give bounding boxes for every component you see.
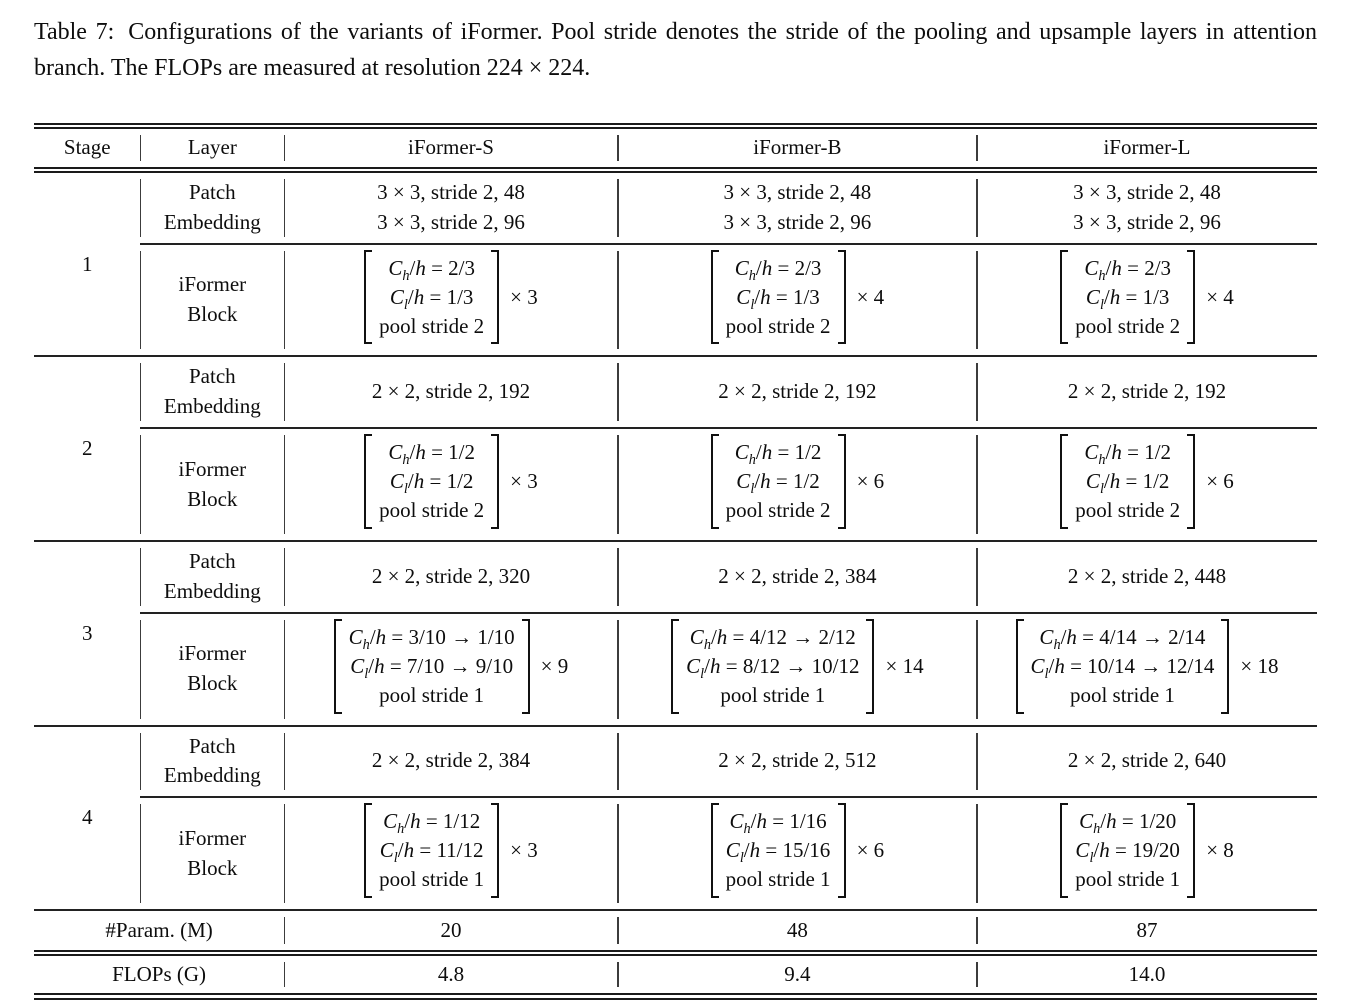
- iformer-block-cell: [977, 244, 1317, 357]
- block-multiplier: × 3: [510, 469, 538, 494]
- block-multiplier: × 3: [510, 284, 538, 309]
- right-bracket: [1187, 250, 1195, 345]
- pool-stride-line: pool stride 2: [379, 498, 485, 523]
- table-caption-number: Table 7:: [34, 19, 115, 45]
- layer-label-iformer-block: iFormer Block: [140, 428, 284, 541]
- left-bracket: [711, 250, 719, 345]
- iformer-block-config: [1060, 250, 1234, 345]
- flops-value-s: 4.8: [284, 953, 618, 996]
- iformer-block-cell: [284, 613, 618, 726]
- iformer-block-config: [364, 434, 538, 529]
- header-iformer-b: iFormer-B: [618, 126, 977, 170]
- pool-stride-line: pool stride 1: [1069, 682, 1175, 707]
- iformer-block-cell: [284, 428, 618, 541]
- ch-ratio-line: $C_h/h = 2/3$: [1084, 255, 1172, 284]
- left-bracket: [1016, 619, 1024, 714]
- iformer-block-config: [1060, 434, 1234, 529]
- iformer-block-config: [364, 250, 538, 345]
- stage-number: 2: [34, 356, 140, 541]
- iformer-block-cell: [618, 244, 977, 357]
- iformer-block-config: [1016, 619, 1279, 714]
- pool-stride-line: pool stride 1: [379, 682, 485, 707]
- block-multiplier: × 8: [1206, 838, 1234, 863]
- patch-embedding-cell: 2 × 2, stride 2, 640: [977, 726, 1317, 798]
- header-iformer-s: iFormer-S: [284, 126, 618, 170]
- params-value-b: 48: [618, 910, 977, 953]
- left-bracket: [1060, 434, 1068, 529]
- params-label: #Param. (M): [34, 910, 284, 953]
- block-multiplier: × 6: [856, 469, 885, 494]
- stage-number: 1: [34, 170, 140, 357]
- flops-label: FLOPs (G): [34, 953, 284, 996]
- config-matrix: [1060, 434, 1195, 529]
- ch-ratio-line: $C_h/h = 1/16$: [729, 809, 827, 838]
- ch-ratio-line: $C_h/h = 1/12$: [383, 809, 481, 838]
- iformer-block-config: [711, 434, 885, 529]
- config-matrix: [671, 619, 874, 714]
- patch-embedding-cell: 2 × 2, stride 2, 512: [618, 726, 977, 798]
- cl-ratio-line: $C_l/h = 10/14 \to 12/14$: [1030, 653, 1215, 682]
- patch-embedding-cell: 2 × 2, stride 2, 192: [284, 356, 618, 428]
- ch-ratio-line: $C_h/h = 4/14 \to 2/14$: [1039, 624, 1206, 653]
- table-row: [34, 428, 1317, 541]
- iformer-block-cell: [618, 613, 977, 726]
- patch-embedding-cell: 2 × 2, stride 2, 448: [977, 541, 1317, 613]
- cl-ratio-line: $C_l/h = 15/16$: [725, 838, 831, 867]
- patch-embedding-cell: 3 × 3, stride 2, 48 3 × 3, stride 2, 96: [284, 170, 618, 244]
- pool-stride-line: pool stride 2: [379, 313, 485, 338]
- iformer-block-cell: [284, 797, 618, 910]
- iformer-block-cell: [977, 613, 1317, 726]
- cl-ratio-line: $C_l/h = 1/2$: [736, 469, 820, 498]
- iformer-block-cell: [284, 244, 618, 357]
- flops-value-l: 14.0: [977, 953, 1317, 996]
- right-bracket: [522, 619, 530, 714]
- cl-ratio-line: $C_l/h = 1/2$: [389, 469, 474, 498]
- table-caption-text: Configurations of the variants of iFormer. Pool stride denotes the stride of the pooling and upsample layers in attention branch. The FLOPs are measured at resolution 224 × 224.: [34, 19, 1318, 82]
- iformer-block-cell: [977, 797, 1317, 910]
- left-bracket: [711, 434, 719, 529]
- pool-stride-line: pool stride 1: [1075, 867, 1181, 892]
- ch-ratio-line: $C_h/h = 2/3$: [388, 255, 475, 284]
- layer-label-patch-embedding: Patch Embedding: [140, 356, 284, 428]
- right-bracket: [838, 803, 846, 898]
- table-row: [34, 244, 1317, 357]
- patch-embedding-cell: 3 × 3, stride 2, 48 3 × 3, stride 2, 96: [977, 170, 1317, 244]
- pool-stride-line: pool stride 2: [1075, 498, 1181, 523]
- ch-ratio-line: $C_h/h = 3/10 \to 1/10$: [348, 624, 515, 653]
- table-header-row: [34, 126, 1317, 170]
- stage-number: 3: [34, 541, 140, 726]
- right-bracket: [838, 250, 846, 345]
- pool-stride-line: pool stride 1: [720, 682, 826, 707]
- left-bracket: [364, 803, 372, 898]
- header-layer: Layer: [140, 126, 284, 170]
- iformer-block-config: [334, 619, 569, 714]
- right-bracket: [491, 803, 499, 898]
- layer-label-patch-embedding: Patch Embedding: [140, 170, 284, 244]
- layer-label-iformer-block: iFormer Block: [140, 244, 284, 357]
- header-iformer-l: iFormer-L: [977, 126, 1317, 170]
- config-matrix: [1060, 250, 1195, 345]
- ch-ratio-line: $C_h/h = 2/3$: [734, 255, 822, 284]
- iformer-block-cell: [618, 428, 977, 541]
- block-multiplier: × 9: [540, 653, 569, 678]
- cl-ratio-line: $C_l/h = 7/10 \to 9/10$: [350, 653, 514, 682]
- right-bracket: [838, 434, 846, 529]
- iformer-block-cell: [618, 797, 977, 910]
- params-value-s: 20: [284, 910, 618, 953]
- iformer-config-table: [34, 123, 1317, 1000]
- ch-ratio-line: $C_h/h = 1/20$: [1079, 809, 1177, 838]
- flops-value-b: 9.4: [618, 953, 977, 996]
- iformer-block-config: [364, 803, 538, 898]
- iformer-block-config: [711, 803, 885, 898]
- patch-embedding-cell: 2 × 2, stride 2, 384: [618, 541, 977, 613]
- layer-label-iformer-block: iFormer Block: [140, 613, 284, 726]
- left-bracket: [364, 250, 372, 345]
- layer-label-patch-embedding: Patch Embedding: [140, 541, 284, 613]
- cl-ratio-line: $C_l/h = 11/12$: [379, 838, 484, 867]
- pool-stride-line: pool stride 2: [1075, 313, 1181, 338]
- left-bracket: [364, 434, 372, 529]
- iformer-block-config: [711, 250, 885, 345]
- pool-stride-line: pool stride 2: [725, 313, 831, 338]
- cl-ratio-line: $C_l/h = 19/20$: [1075, 838, 1180, 867]
- left-bracket: [334, 619, 342, 714]
- block-multiplier: × 4: [1206, 284, 1234, 309]
- cl-ratio-line: $C_l/h = 1/3$: [736, 284, 820, 313]
- cl-ratio-line: $C_l/h = 1/2$: [1085, 469, 1170, 498]
- iformer-block-cell: [977, 428, 1317, 541]
- right-bracket: [1221, 619, 1229, 714]
- right-bracket: [491, 250, 499, 345]
- table-caption: [34, 14, 1317, 87]
- header-stage: Stage: [63, 135, 111, 160]
- block-multiplier: × 6: [1206, 469, 1234, 494]
- pool-stride-line: pool stride 2: [725, 498, 831, 523]
- iformer-block-config: [671, 619, 923, 714]
- pool-stride-line: pool stride 1: [725, 867, 831, 892]
- block-multiplier: × 3: [510, 838, 538, 863]
- params-value-l: 87: [977, 910, 1317, 953]
- config-matrix: [364, 250, 499, 345]
- ch-ratio-line: $C_h/h = 1/2$: [734, 440, 822, 469]
- config-matrix: [711, 803, 846, 898]
- block-multiplier: × 14: [885, 653, 924, 678]
- cl-ratio-line: $C_l/h = 1/3$: [1085, 284, 1170, 313]
- layer-label-patch-embedding: Patch Embedding: [140, 726, 284, 798]
- config-matrix: [1016, 619, 1230, 714]
- table-row: [34, 613, 1317, 726]
- ch-ratio-line: $C_h/h = 4/12 \to 2/12$: [689, 624, 856, 653]
- stage-number: 4: [34, 726, 140, 911]
- table-row: [34, 356, 1317, 428]
- params-row: [34, 910, 1317, 953]
- config-matrix: [711, 434, 846, 529]
- patch-embedding-cell: 2 × 2, stride 2, 192: [618, 356, 977, 428]
- config-matrix: [364, 434, 499, 529]
- right-bracket: [1187, 803, 1195, 898]
- patch-embedding-cell: 2 × 2, stride 2, 384: [284, 726, 618, 798]
- config-matrix: [364, 803, 499, 898]
- left-bracket: [1060, 250, 1068, 345]
- ch-ratio-line: $C_h/h = 1/2$: [388, 440, 475, 469]
- block-multiplier: × 6: [856, 838, 885, 863]
- table-row: [34, 541, 1317, 613]
- patch-embedding-cell: 2 × 2, stride 2, 192: [977, 356, 1317, 428]
- patch-embedding-cell: 2 × 2, stride 2, 320: [284, 541, 618, 613]
- table-row: [34, 797, 1317, 910]
- patch-embedding-cell: 3 × 3, stride 2, 48 3 × 3, stride 2, 96: [618, 170, 977, 244]
- layer-label-iformer-block: iFormer Block: [140, 797, 284, 910]
- right-bracket: [866, 619, 874, 714]
- left-bracket: [711, 803, 719, 898]
- config-matrix: [711, 250, 846, 345]
- block-multiplier: × 18: [1240, 653, 1279, 678]
- ch-ratio-line: $C_h/h = 1/2$: [1084, 440, 1172, 469]
- right-bracket: [491, 434, 499, 529]
- cl-ratio-line: $C_l/h = 8/12 \to 10/12$: [686, 653, 860, 682]
- left-bracket: [671, 619, 679, 714]
- pool-stride-line: pool stride 1: [379, 867, 485, 892]
- table-row: [34, 726, 1317, 798]
- config-matrix: [1060, 803, 1195, 898]
- cl-ratio-line: $C_l/h = 1/3$: [389, 284, 474, 313]
- right-bracket: [1187, 434, 1195, 529]
- table-row: [34, 170, 1317, 244]
- flops-row: [34, 953, 1317, 996]
- config-matrix: [334, 619, 530, 714]
- left-bracket: [1060, 803, 1068, 898]
- iformer-block-config: [1060, 803, 1234, 898]
- block-multiplier: × 4: [856, 284, 885, 309]
